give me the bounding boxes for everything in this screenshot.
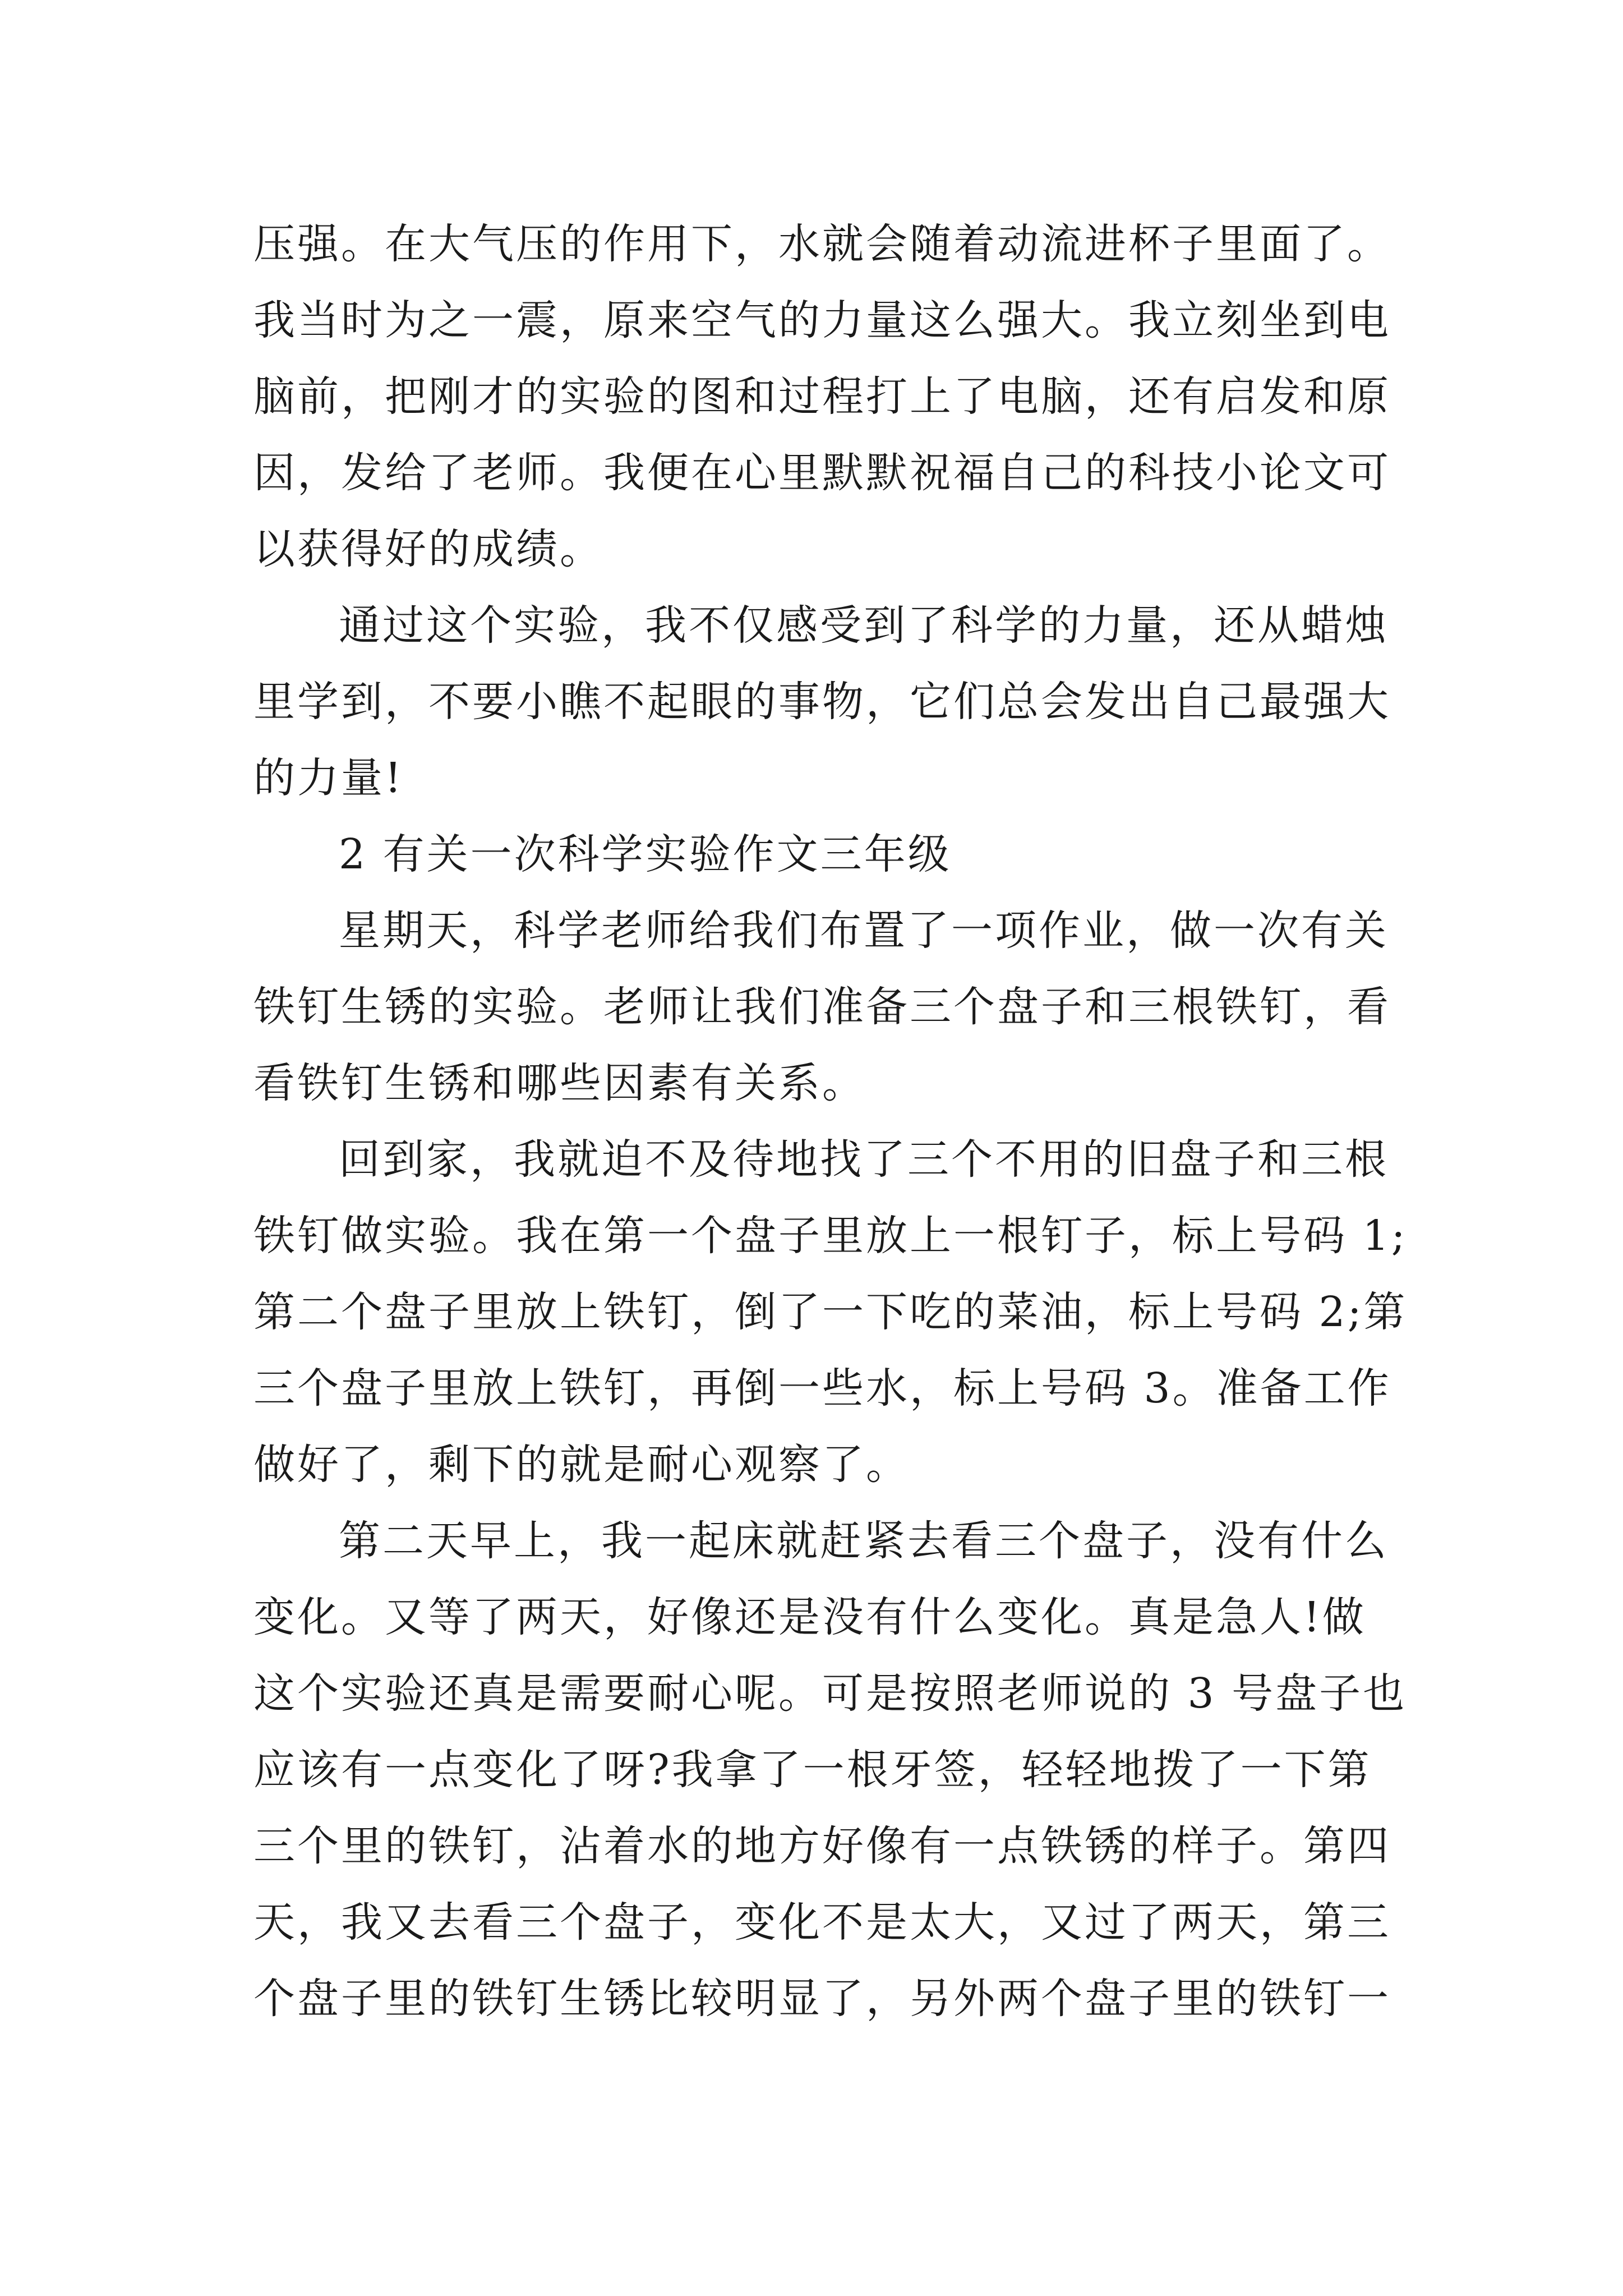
- text-line: 里学到，不要小瞧不起眼的事物，它们总会发出自己最强大: [253, 678, 1391, 726]
- text-line: 个盘子里的铁钉生锈比较明显了，另外两个盘子里的铁钉一: [253, 1975, 1391, 2023]
- text-line: 变化。又等了两天，好像还是没有什么变化。真是急人!做: [253, 1593, 1366, 1641]
- paragraph-start: 星期天，科学老师给我们布置了一项作业，做一次有关: [339, 907, 1389, 955]
- text-line: 因，发给了老师。我便在心里默默祝福自己的科技小论文可: [253, 449, 1391, 497]
- text-line: 这个实验还真是需要耐心呢。可是按照老师说的 3 号盘子也: [253, 1669, 1407, 1718]
- text-line: 看铁钉生锈和哪些因素有关系。: [253, 1059, 866, 1107]
- paragraph-start: 第二天早上，我一起床就赶紧去看三个盘子，没有什么: [339, 1517, 1389, 1565]
- text-line: 铁钉生锈的实验。老师让我们准备三个盘子和三根铁钉，看: [253, 983, 1391, 1031]
- text-line: 我当时为之一震，原来空气的力量这么强大。我立刻坐到电: [253, 296, 1391, 344]
- text-line: 天，我又去看三个盘子，变化不是太大，又过了两天，第三: [253, 1898, 1391, 1947]
- text-line: 脑前，把刚才的实验的图和过程打上了电脑，还有启发和原: [253, 372, 1391, 421]
- paragraph-start: 通过这个实验，我不仅感受到了科学的力量，还从蜡烛: [339, 601, 1389, 650]
- text-line: 做好了，剩下的就是耐心观察了。: [253, 1441, 910, 1489]
- text-line: 铁钉做实验。我在第一个盘子里放上一根钉子，标上号码 1;: [253, 1212, 1408, 1260]
- text-line: 三个里的铁钉，沾着水的地方好像有一点铁锈的样子。第四: [253, 1822, 1391, 1870]
- text-line: 的力量!: [253, 754, 404, 802]
- paragraph-start: 回到家，我就迫不及待地找了三个不用的旧盘子和三根: [339, 1135, 1389, 1184]
- section-heading: 2 有关一次科学实验作文三年级: [339, 830, 952, 878]
- text-line: 第二个盘子里放上铁钉，倒了一下吃的菜油，标上号码 2;第: [253, 1288, 1408, 1336]
- text-line: 压强。在大气压的作用下，水就会随着动流进杯子里面了。: [253, 220, 1391, 268]
- text-line: 以获得好的成绩。: [253, 525, 603, 573]
- text-line: 应该有一点变化了呀?我拿了一根牙签，轻轻地拨了一下第: [253, 1746, 1372, 1794]
- text-line: 三个盘子里放上铁钉，再倒一些水，标上号码 3。准备工作: [253, 1364, 1391, 1412]
